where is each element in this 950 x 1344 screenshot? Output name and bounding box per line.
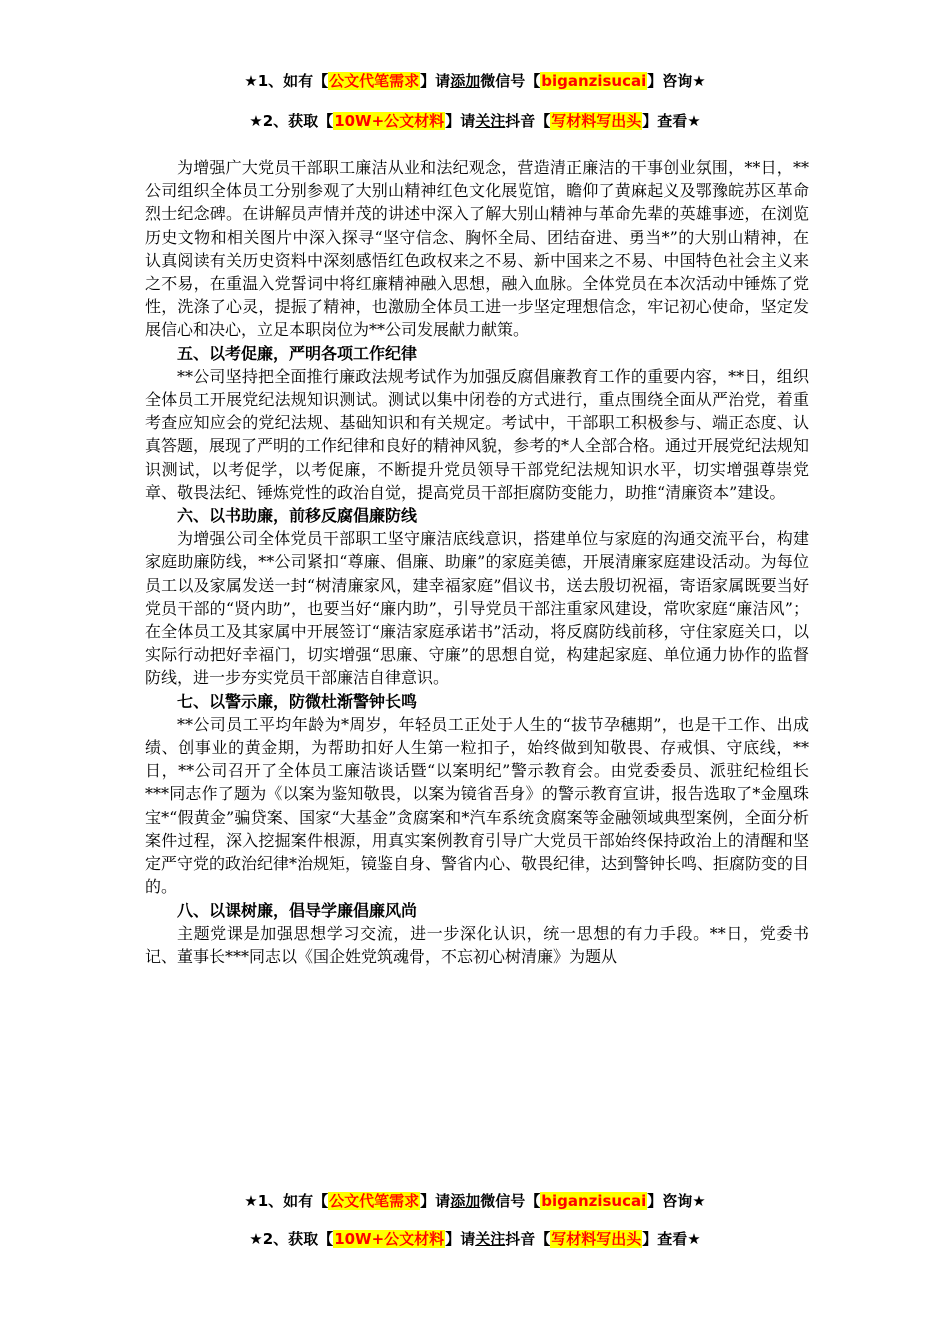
banner-highlight: 写材料写出头	[551, 112, 642, 130]
banner-highlight: 写材料写出头	[551, 1230, 642, 1248]
banner-highlight: 10W+公文材料	[334, 112, 445, 130]
document-body	[145, 156, 809, 968]
banner-text: 抖音【	[505, 1230, 551, 1248]
footer-banner-line1	[0, 1190, 950, 1212]
header-banner-line2	[0, 110, 950, 132]
header-banner-line1	[0, 70, 950, 92]
banner-text: 】查看★	[642, 112, 701, 130]
section-heading: 五、以考促廉，严明各项工作纪律	[177, 343, 418, 363]
banner-underlined: 添加	[450, 1192, 481, 1210]
banner-underlined: 添加	[450, 72, 481, 90]
banner-text: ★1、如有【	[244, 1192, 329, 1210]
banner-highlight: biganzisucai	[541, 1192, 647, 1210]
banner-text: ★1、如有【	[244, 72, 329, 90]
banner-underlined: 关注	[475, 1230, 506, 1248]
banner-text: 微信号【	[480, 1192, 541, 1210]
banner-text: 】请	[420, 72, 451, 90]
banner-highlight: 10W+公文材料	[334, 1230, 445, 1248]
paragraph: **公司员工平均年龄为*周岁，年轻员工正处于人生的“拔节孕穗期”，也是干工作、出成绩、创事业的黄金期，为帮助扣好人生第一粒扣子，始终做到知敬畏、存戒惧、守底线，**日，**公司召开了全体员工廉洁谈话暨“以案明纪”警示教育会。由党委委员、派驻纪检组长***同志作了题为《以案为鉴知敬畏，以案为镜省吾身》的警示教育宣讲，报告选取了*金凰珠宝*“假黄金”骗贷案、国家“大基金”贪腐案和*汽车系统贪腐案等金融领域典型案例，全面分析案件过程，深入挖掘案件根源，用真实案例教育引导广大党员干部始终保持政治上的清醒和坚定严守党的政治纪律*治规矩，镜鉴自身、警省内心、敬畏纪律，达到警钟长鸣、拒腐防变的目的。	[145, 714, 810, 897]
paragraph: 为增强广大党员干部职工廉洁从业和法纪观念，营造清正廉洁的干事创业氛围，**日，**公司组织全体员工分别参观了大别山精神红色文化展览馆，瞻仰了黄麻起义及鄂豫皖苏区革命烈士纪念碑。在讲解员声情并茂的讲述中深入了解大别山精神与革命先辈的英雄事迹，在浏览历史文物和相关图片中深入探寻“坚守信念、胸怀全局、团结奋进、勇当*”的大别山精神，在认真阅读有关历史资料中深刻感悟红色政权来之不易、新中国来之不易、中国特色社会主义来之不易，在重温入党誓词中将红廉精神融入思想，融入血脉。全体党员在本次活动中锤炼了党性，洗涤了心灵，提振了精神，也激励全体员工进一步坚定理想信念，牢记初心使命，坚定发展信心和决心，立足本职岗位为**公司发展献力献策。	[145, 158, 809, 340]
banner-text: 微信号【	[480, 72, 541, 90]
footer-banner-line2	[0, 1228, 950, 1250]
banner-highlight: 公文代笔需求	[329, 1192, 420, 1210]
banner-highlight: 公文代笔需求	[329, 72, 420, 90]
section-heading: 七、以警示廉，防微杜渐警钟长鸣	[177, 691, 418, 711]
banner-text: 】请	[420, 1192, 451, 1210]
paragraph: 为增强公司全体党员干部职工坚守廉洁底线意识，搭建单位与家庭的沟通交流平台，构建家庭助廉防线，**公司紧扣“尊廉、倡廉、助廉”的家庭美德，开展清廉家庭建设活动。为每位员工以及家属发送一封“树清廉家风，建幸福家庭”倡议书，送去殷切祝福，寄语家属既要当好党员干部的“贤内助”，也要当好“廉内助”，引导党员干部注重家风建设，常吹家庭“廉洁风”；在全体员工及其家属中开展签订“廉洁家庭承诺书”活动，将反腐防线前移，守住家庭关口，以实际行动把好幸福门，切实增强“思廉、守廉”的思想自觉，构建起家庭、单位通力协作的监督防线，进一步夯实党员干部廉洁自律意识。	[145, 529, 809, 688]
banner-text: ★2、获取【	[249, 1230, 334, 1248]
banner-text: 】请	[445, 1230, 476, 1248]
banner-underlined: 关注	[475, 112, 506, 130]
section-heading: 六、以书助廉，前移反腐倡廉防线	[177, 506, 418, 526]
paragraph: 主题党课是加强思想学习交流，进一步深化认识，统一思想的有力手段。**日，党委书记、董事长***同志以《国企姓党筑魂骨，不忘初心树清廉》为题从	[145, 923, 809, 966]
banner-text: 】查看★	[642, 1230, 701, 1248]
paragraph: **公司坚持把全面推行廉政法规考试作为加强反腐倡廉教育工作的重要内容，**日，组织全体员工开展党纪法规知识测试。测试以集中闭卷的方式进行，重点围绕全面从严治党，着重考查应知应会的党纪法规、基础知识和有关规定。考试中，干部职工积极参与、端正态度、认真答题，展现了严明的工作纪律和良好的精神风貌，参考的*人全部合格。通过开展党纪法规知识测试，以考促学，以考促廉，不断提升党员领导干部党纪法规知识水平，切实增强尊崇党章、敬畏法纪、锤炼党性的政治自觉，提高党员干部拒腐防变能力，助推“清廉资本”建设。	[145, 366, 810, 502]
banner-text: 抖音【	[505, 112, 551, 130]
banner-text: 】请	[445, 112, 476, 130]
section-heading: 八、以课树廉，倡导学廉倡廉风尚	[177, 900, 418, 920]
banner-text: ★2、获取【	[249, 112, 334, 130]
banner-highlight: biganzisucai	[541, 72, 647, 90]
banner-text: 】咨询★	[647, 72, 706, 90]
banner-text: 】咨询★	[647, 1192, 706, 1210]
